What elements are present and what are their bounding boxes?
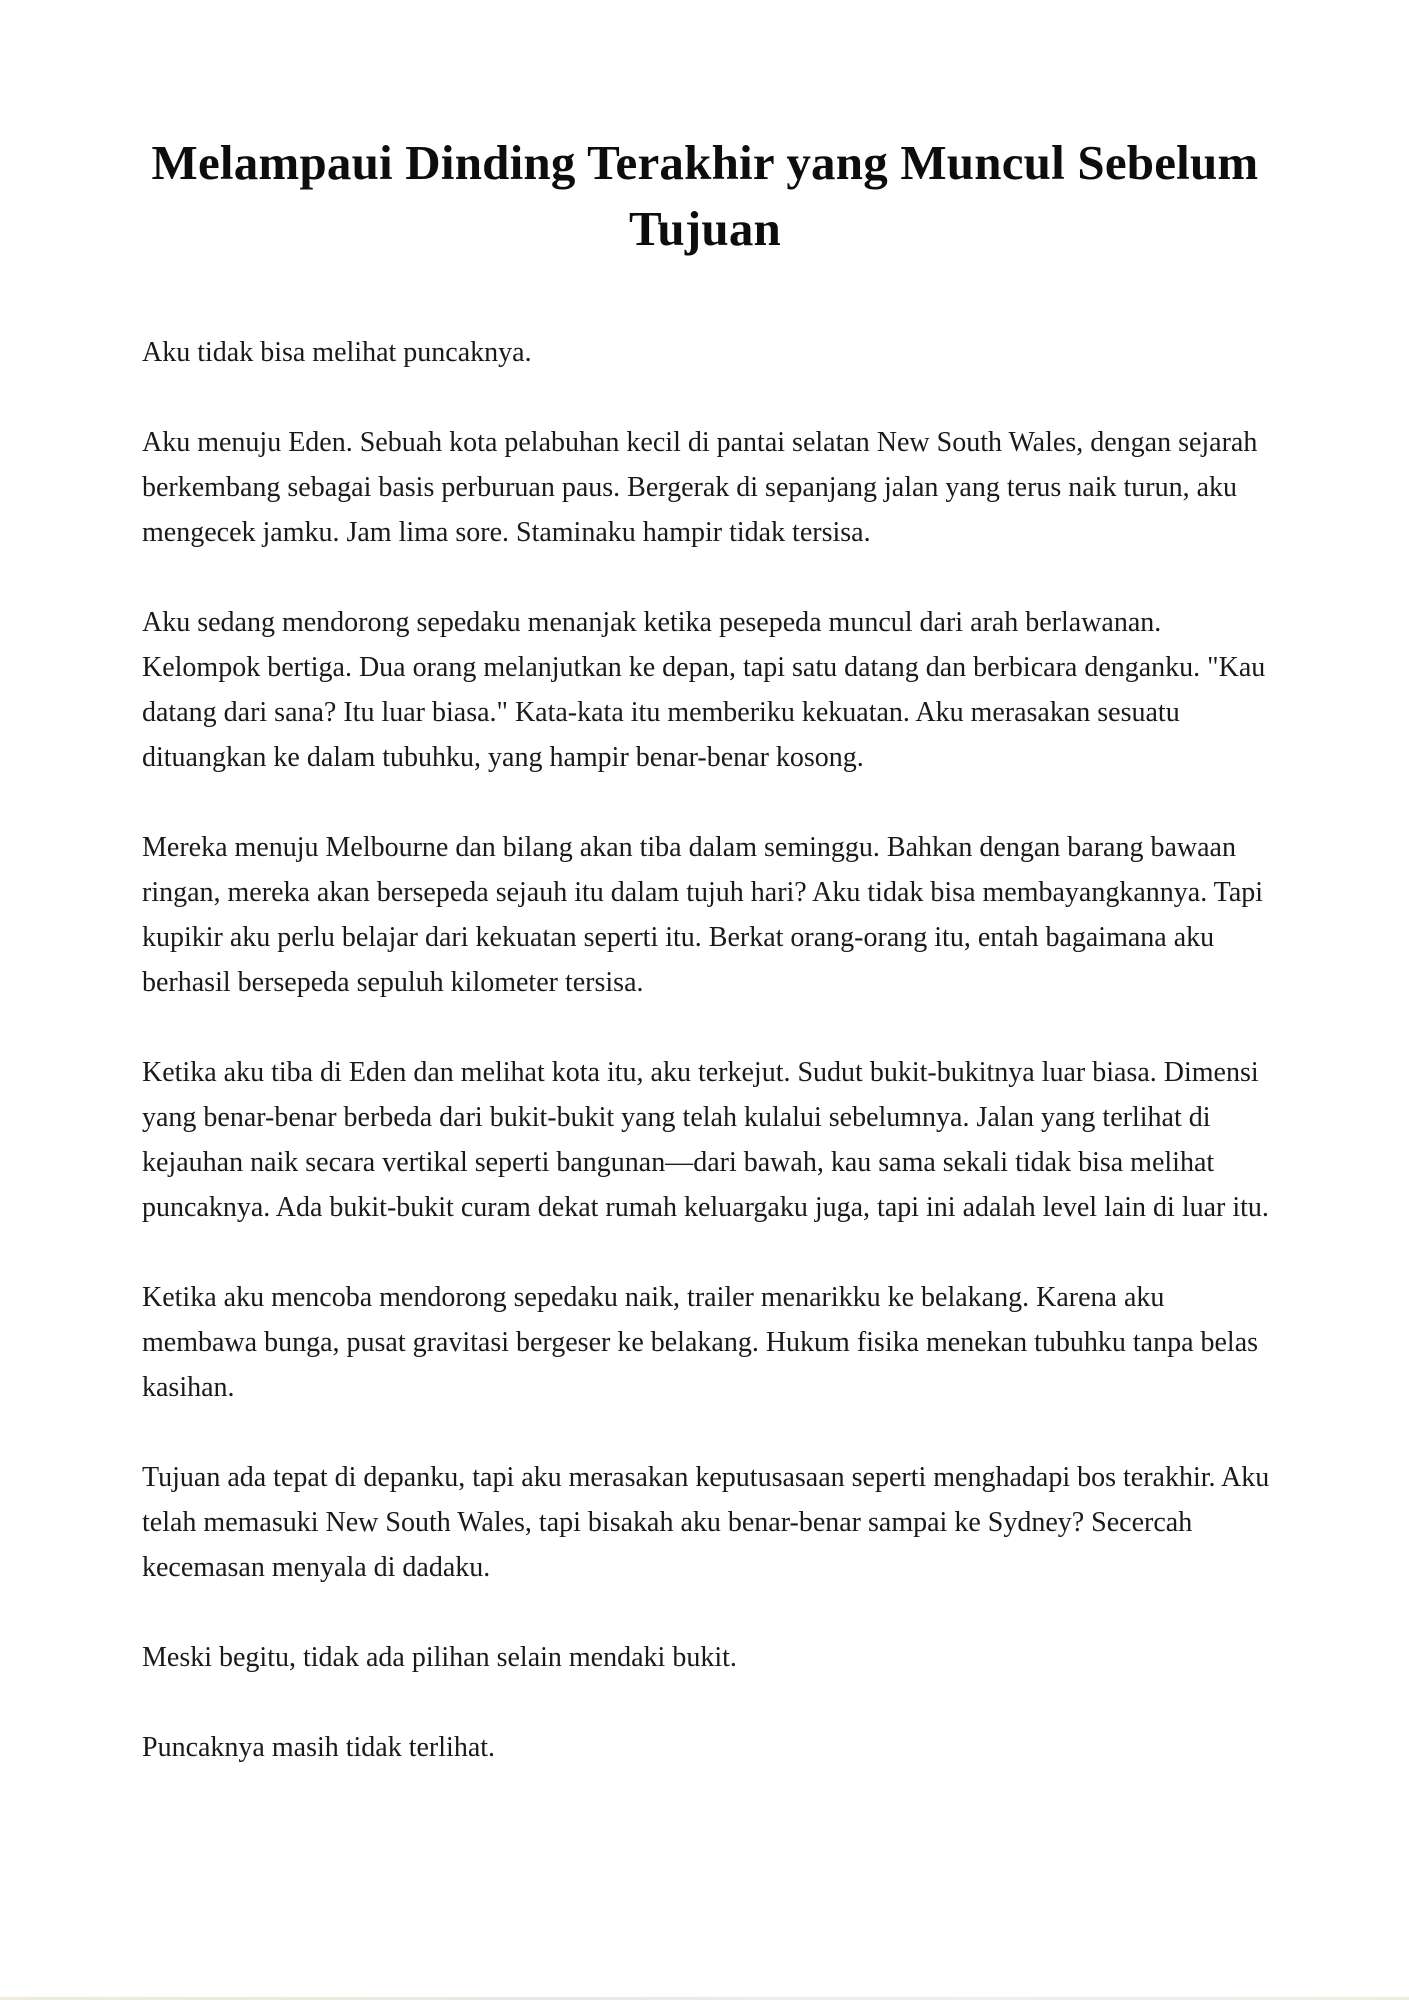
paragraph: Ketika aku tiba di Eden dan melihat kota itu, aku terkejut. Sudut bukit-bukitnya luar biasa. Dimensi yang benar-benar berbeda dari bukit-bukit yang telah kulalui sebelumnya. Jalan yang terlihat di kejauhan naik secara vertikal seperti bangunan—dari bawah, kau sama sekali tidak bisa melihat puncaknya. Ada bukit-bukit curam dekat rumah keluargaku juga, tapi ini adalah level lain di luar itu. bbox=[142, 1057, 1269, 1223]
paragraph: Puncaknya masih tidak terlihat. bbox=[142, 1732, 496, 1763]
paragraph: Aku sedang mendorong sepedaku menanjak ketika pesepeda muncul dari arah berlawanan. Kelompok bertiga. Dua orang melanjutkan ke depan, tapi satu datang dan berbicara denganku. "Kau datang dari sana? Itu luar biasa." Kata-kata itu memberiku kekuatan. Aku merasakan sesuatu dituangkan ke dalam tubuhku, yang hampir benar-benar kosong. bbox=[142, 607, 1266, 773]
document-body bbox=[142, 330, 1277, 1815]
paragraph: Aku menuju Eden. Sebuah kota pelabuhan kecil di pantai selatan New South Wales, dengan sejarah berkembang sebagai basis perburuan paus. Bergerak di sepanjang jalan yang terus naik turun, aku mengecek jamku. Jam lima sore. Staminaku hampir tidak tersisa. bbox=[142, 427, 1258, 548]
paragraph: Mereka menuju Melbourne dan bilang akan tiba dalam seminggu. Bahkan dengan barang bawaan ringan, mereka akan bersepeda sejauh itu dalam tujuh hari? Aku tidak bisa membayangkannya. Tapi kupikir aku perlu belajar dari kekuatan seperti itu. Berkat orang-orang itu, entah bagaimana aku berhasil bersepeda sepuluh kilometer tersisa. bbox=[142, 832, 1264, 998]
paragraph: Aku tidak bisa melihat puncaknya. bbox=[142, 337, 532, 368]
paragraph: Tujuan ada tepat di depanku, tapi aku merasakan keputusasaan seperti menghadapi bos terakhir. Aku telah memasuki New South Wales, tapi bisakah aku benar-benar sampai ke Sydney? Secercah kecemasan menyala di dadaku. bbox=[142, 1462, 1270, 1583]
paragraph: Meski begitu, tidak ada pilihan selain mendaki bukit. bbox=[142, 1642, 737, 1673]
paragraph: Ketika aku mencoba mendorong sepedaku naik, trailer menarikku ke belakang. Karena aku membawa bunga, pusat gravitasi bergeser ke belakang. Hukum fisika menekan tubuhku tanpa belas kasihan. bbox=[142, 1282, 1259, 1403]
document-title: Melampaui Dinding Terakhir yang Muncul Sebelum Tujuan bbox=[151, 135, 1259, 256]
